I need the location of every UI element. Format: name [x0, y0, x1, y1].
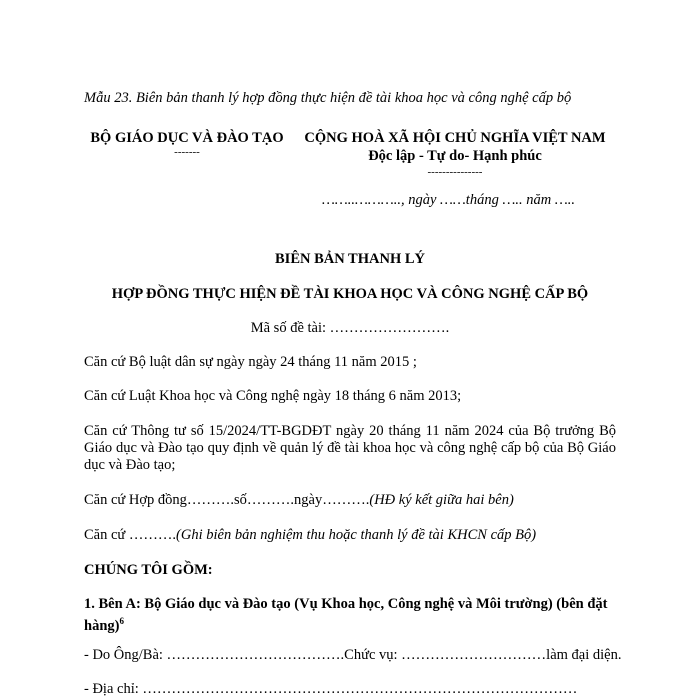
party-a-heading: [84, 596, 616, 635]
basis-contract: [84, 492, 514, 509]
date-line: ……..……….., ngày ……tháng ….. năm …..: [322, 192, 575, 208]
nation-name: CỘNG HOÀ XÃ HỘI CHỦ NGHĨA VIỆT NAM: [304, 130, 606, 146]
basis-circular: Căn cứ Thông tư số 15/2024/TT-BGDĐT ngày 20 tháng 11 năm 2024 của Bộ trưởng Bộ Giáo dục và Đào tạo quy định về quản lý đề tài khoa học và công nghệ cấp bộ của Bộ Giáo dục và Đào tạo;: [84, 423, 616, 473]
party-a-footnote: 6: [119, 616, 124, 626]
ministry-name: BỘ GIÁO DỤC VÀ ĐÀO TẠO: [90, 130, 284, 146]
parties-heading: CHÚNG TÔI GỒM:: [84, 562, 213, 578]
ministry-rule: -------: [174, 146, 200, 158]
party-a-heading-text: 1. Bên A: Bộ Giáo dục và Đào tạo (Vụ Khoa học, Công nghệ và Môi trường) (bên đặt hàng): [84, 596, 608, 634]
document-subtitle: HỢP ĐỒNG THỰC HIỆN ĐỀ TÀI KHOA HỌC VÀ CÔNG NGHỆ CẤP BỘ: [111, 286, 589, 302]
project-code: Mã số đề tài: …………………….: [250, 320, 450, 336]
party-a-representative: - Do Ông/Bà: ……………………………….Chức vụ: …………………………làm đại diện.: [84, 647, 622, 663]
basis-contract-note: (HĐ ký kết giữa hai bên): [369, 492, 514, 508]
motto: Độc lập - Tự do- Hạnh phúc: [368, 148, 542, 164]
document-title: BIÊN BẢN THANH LÝ: [275, 251, 425, 267]
party-a-address: - Địa chỉ: ………………………………………………………………………………: [84, 681, 578, 697]
basis-other: [84, 527, 536, 544]
basis-other-note: (Ghi biên bản nghiệm thu hoặc thanh lý đề tài KHCN cấp Bộ): [176, 527, 537, 543]
motto-rule: ---------------: [427, 166, 483, 178]
basis-contract-text: Căn cứ Hợp đồng……….số……….ngày……….: [84, 492, 370, 508]
form-caption: Mẫu 23. Biên bản thanh lý hợp đồng thực hiện đề tài khoa học và công nghệ cấp bộ: [84, 90, 572, 106]
basis-other-text: Căn cứ ……….: [84, 527, 177, 543]
basis-science-law: Căn cứ Luật Khoa học và Công nghệ ngày 18 tháng 6 năm 2013;: [84, 388, 462, 404]
basis-civil-code: Căn cứ Bộ luật dân sự ngày ngày 24 tháng 11 năm 2015 ;: [84, 354, 417, 370]
